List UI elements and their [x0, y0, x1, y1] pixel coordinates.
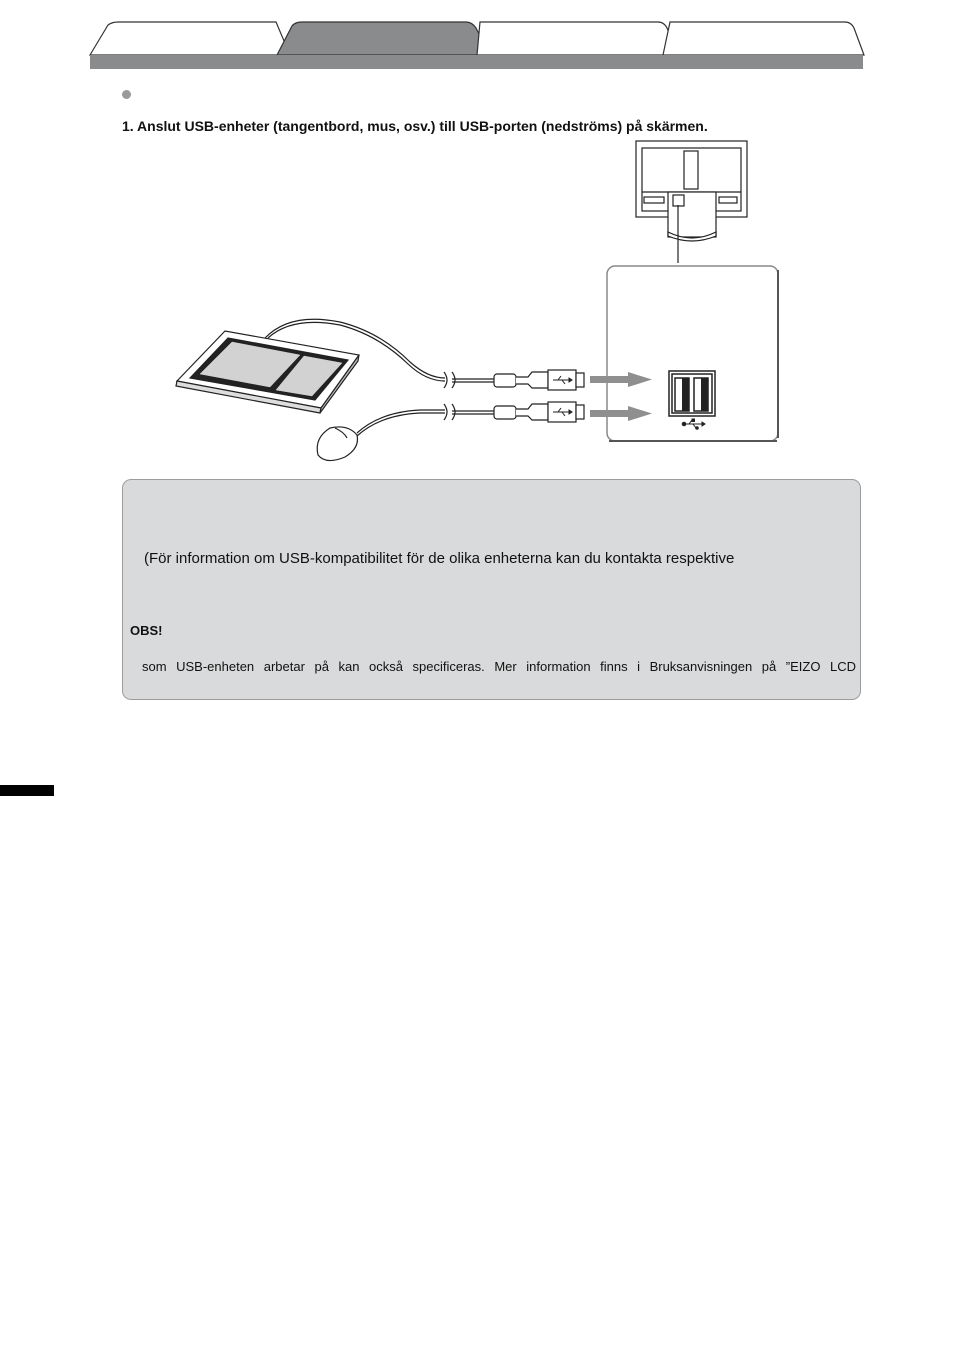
- usb-port-icon: [669, 371, 715, 416]
- mouse-icon: [317, 427, 357, 461]
- obs-text: som USB-enheten arbetar på kan också specificeras. Mer information finns i Bruksanvisningen på ”EIZO LCD: [142, 659, 856, 674]
- compatibility-note: (För information om USB-kompatibilitet för de olika enheterna kan du kontakta respektive: [144, 550, 735, 567]
- keyboard-icon: [176, 331, 359, 413]
- obs-label: OBS!: [130, 623, 163, 638]
- step-instruction: 1. Anslut USB-enheter (tangentbord, mus, osv.) till USB-porten (nedströms) på skärmen.: [122, 118, 708, 134]
- monitor-icon: [636, 141, 747, 241]
- usb-connectors: [494, 370, 584, 422]
- usb-connection-diagram: [0, 0, 954, 470]
- page-side-marker: [0, 785, 54, 796]
